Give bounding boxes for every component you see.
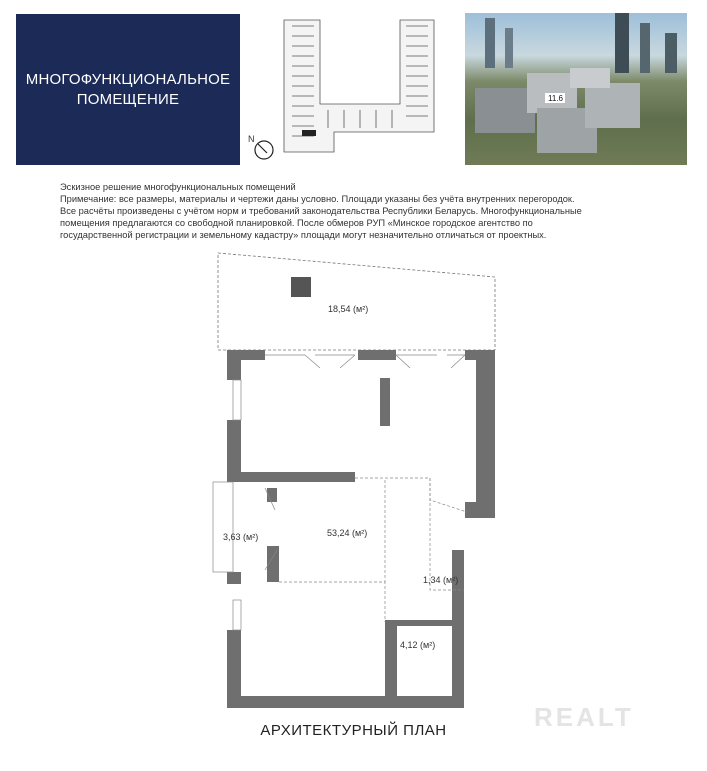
render-building-label: 11.6 [548,94,563,103]
notes-line-3: Все расчёты произведены с учётом норм и требований законодательства Республики Беларусь. Многофункциональные [60,206,582,216]
title-line-2: ПОМЕЩЕНИЕ [76,90,180,108]
terrace-outline [218,253,495,350]
notes-line-5: государственной регистрации и земельному кадастру» площади могут незначительно отличаться от проектных. [60,230,547,240]
notes-line-4: помещения предлагаются со свободной планировкой. После обмеров РУП «Минское городское агентство по [60,218,533,228]
main-area-label: 53,24 (м²) [327,528,368,538]
title-panel [16,14,240,165]
north-label: N [248,134,255,144]
notes-block [60,181,660,241]
balcony-area-label: 3,63 (м²) [223,532,259,542]
storage-area-label: 1,34 (м²) [423,575,459,585]
watermark-logo: REALT [534,702,634,732]
floor-plan [205,250,505,710]
wc-area-label: 4,12 (м²) [400,640,436,650]
terrace-area-label: 18,54 (м²) [328,304,369,314]
key-plan-image [244,12,458,170]
building-render-image [465,13,687,165]
notes-line-2: Примечание: все размеры, материалы и чертежи даны условно. Площади указаны без учёта внутренних перегородок. [60,194,575,204]
notes-line-1: Эскизное решение многофункциональных помещений [60,182,296,192]
terrace-column [291,277,311,297]
title-line-1: МНОГОФУНКЦИОНАЛЬНОЕ [25,70,231,88]
plan-title: АРХИТЕКТУРНЫЙ ПЛАН [260,722,447,739]
